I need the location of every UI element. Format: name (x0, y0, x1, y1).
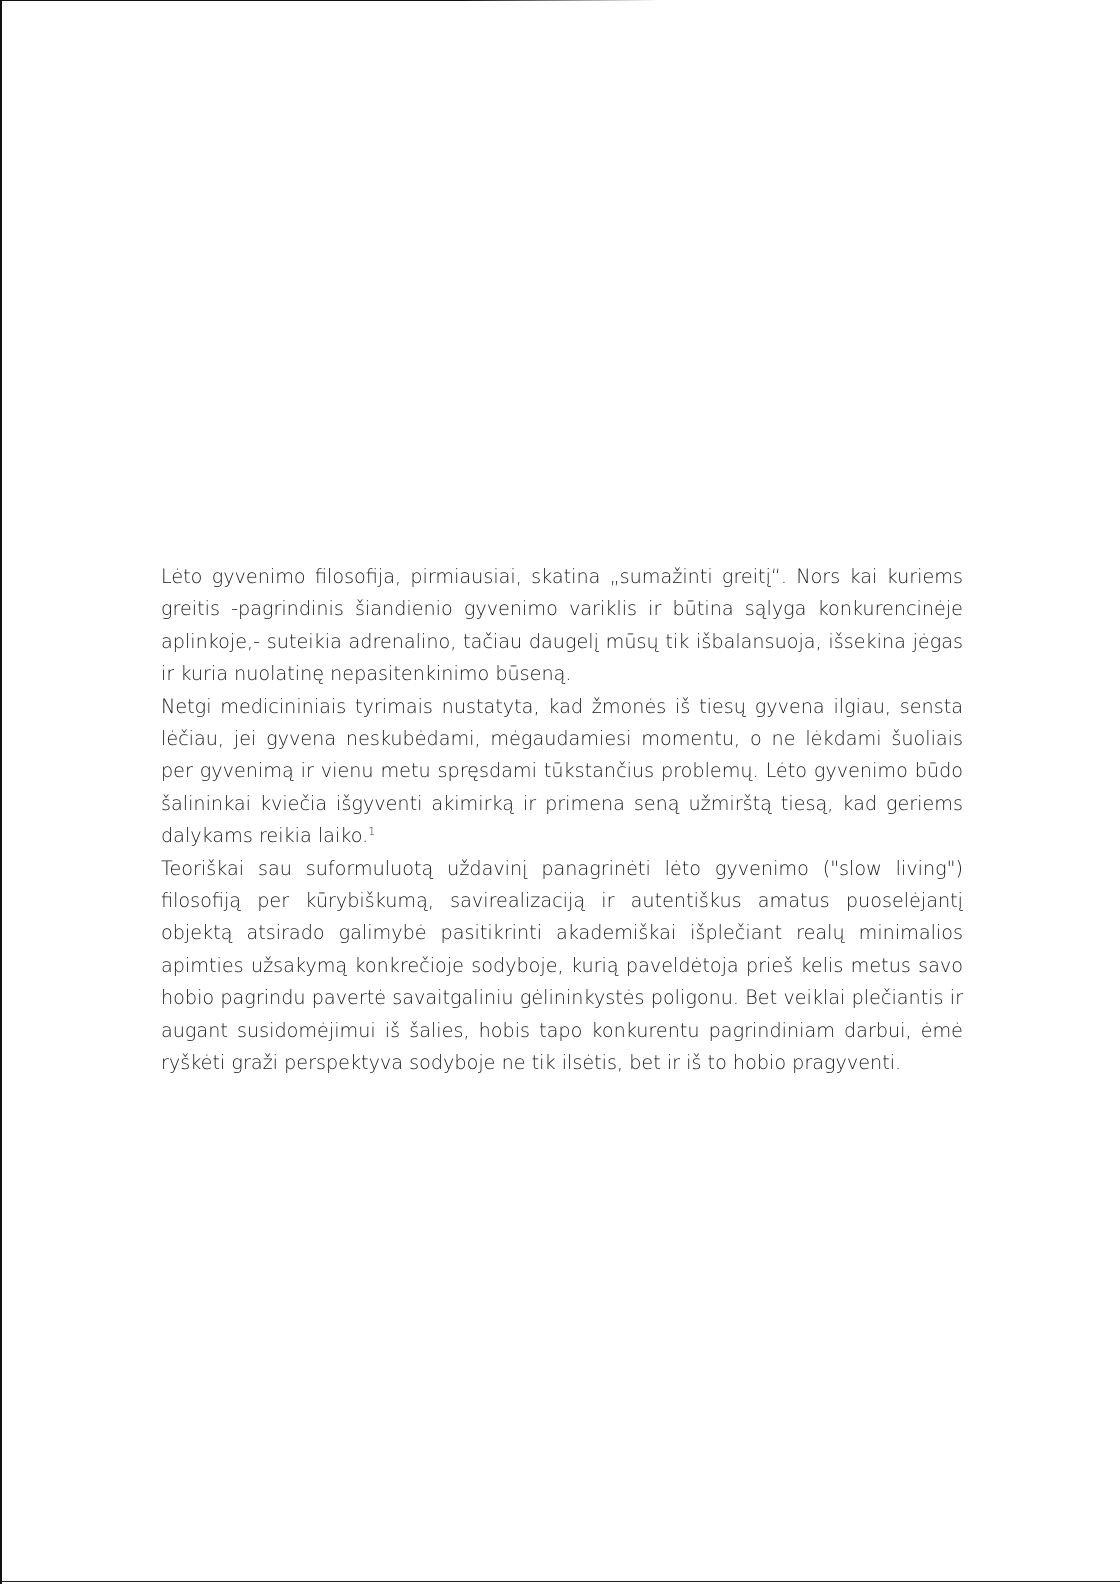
paragraph-project-task (161, 853, 963, 1080)
page-edge-bottom (0, 1581, 1120, 1582)
paragraph-text: Lėto gyvenimo filosofija, pirmiausiai, skatina „sumažinti greitį“. Nors kai kuriems greitis -pagrindinis šiandienio gyvenimo variklis ir būtina sąlyga konkurencinėje aplinkoje,- suteikia adrenalino, tačiau daugelį mūsų tik išbalansuoja, išsekina jėgas ir kuria nuolatinę nepasitenkinimo būseną. (161, 565, 963, 686)
body-text (161, 561, 963, 1080)
footnote-marker[interactable]: 1 (368, 825, 376, 839)
page-edge-left (0, 0, 2, 1584)
paragraph-medical-research (161, 691, 963, 853)
page-edge-top (0, 0, 660, 1)
paragraph-text: Teoriškai sau suformuluotą uždavinį panagrinėti lėto gyvenimo ("slow living") filosofiją per kūrybiškumą, savirealizaciją ir autentiškus amatus puoselėjantį objektą atsirado galimybė pasitikrinti akademiškai išplečiant realų minimalios apimties užsakymą konkrečioje sodyboje, kurią paveldėtoja prieš kelis metus savo hobio pagrindu pavertė savaitgaliniu gėlininkystės poligonu. Bet veiklai plečiantis ir augant susidomėjimui iš šalies, hobis tapo konkurentu pagrindiniam darbui, ėmė ryškėti graži perspektyva sodyboje ne tik ilsėtis, bet ir iš to hobio pragyventi. (161, 856, 963, 1075)
paragraph-text: Netgi medicininiais tyrimais nustatyta, kad žmonės iš tiesų gyvena ilgiau, sensta lėčiau, jei gyvena neskubėdami, mėgaudamiesi momentu, o ne lėkdami šuoliais per gyvenimą ir vienu metu spręsdami tūkstančius problemų. Lėto gyvenimo būdo šalininkai kviečia išgyventi akimirką ir primena seną užmirštą tiesą, kad geriems dalykams reikia laiko. (161, 694, 963, 848)
paragraph-slow-living-speed (161, 561, 963, 691)
